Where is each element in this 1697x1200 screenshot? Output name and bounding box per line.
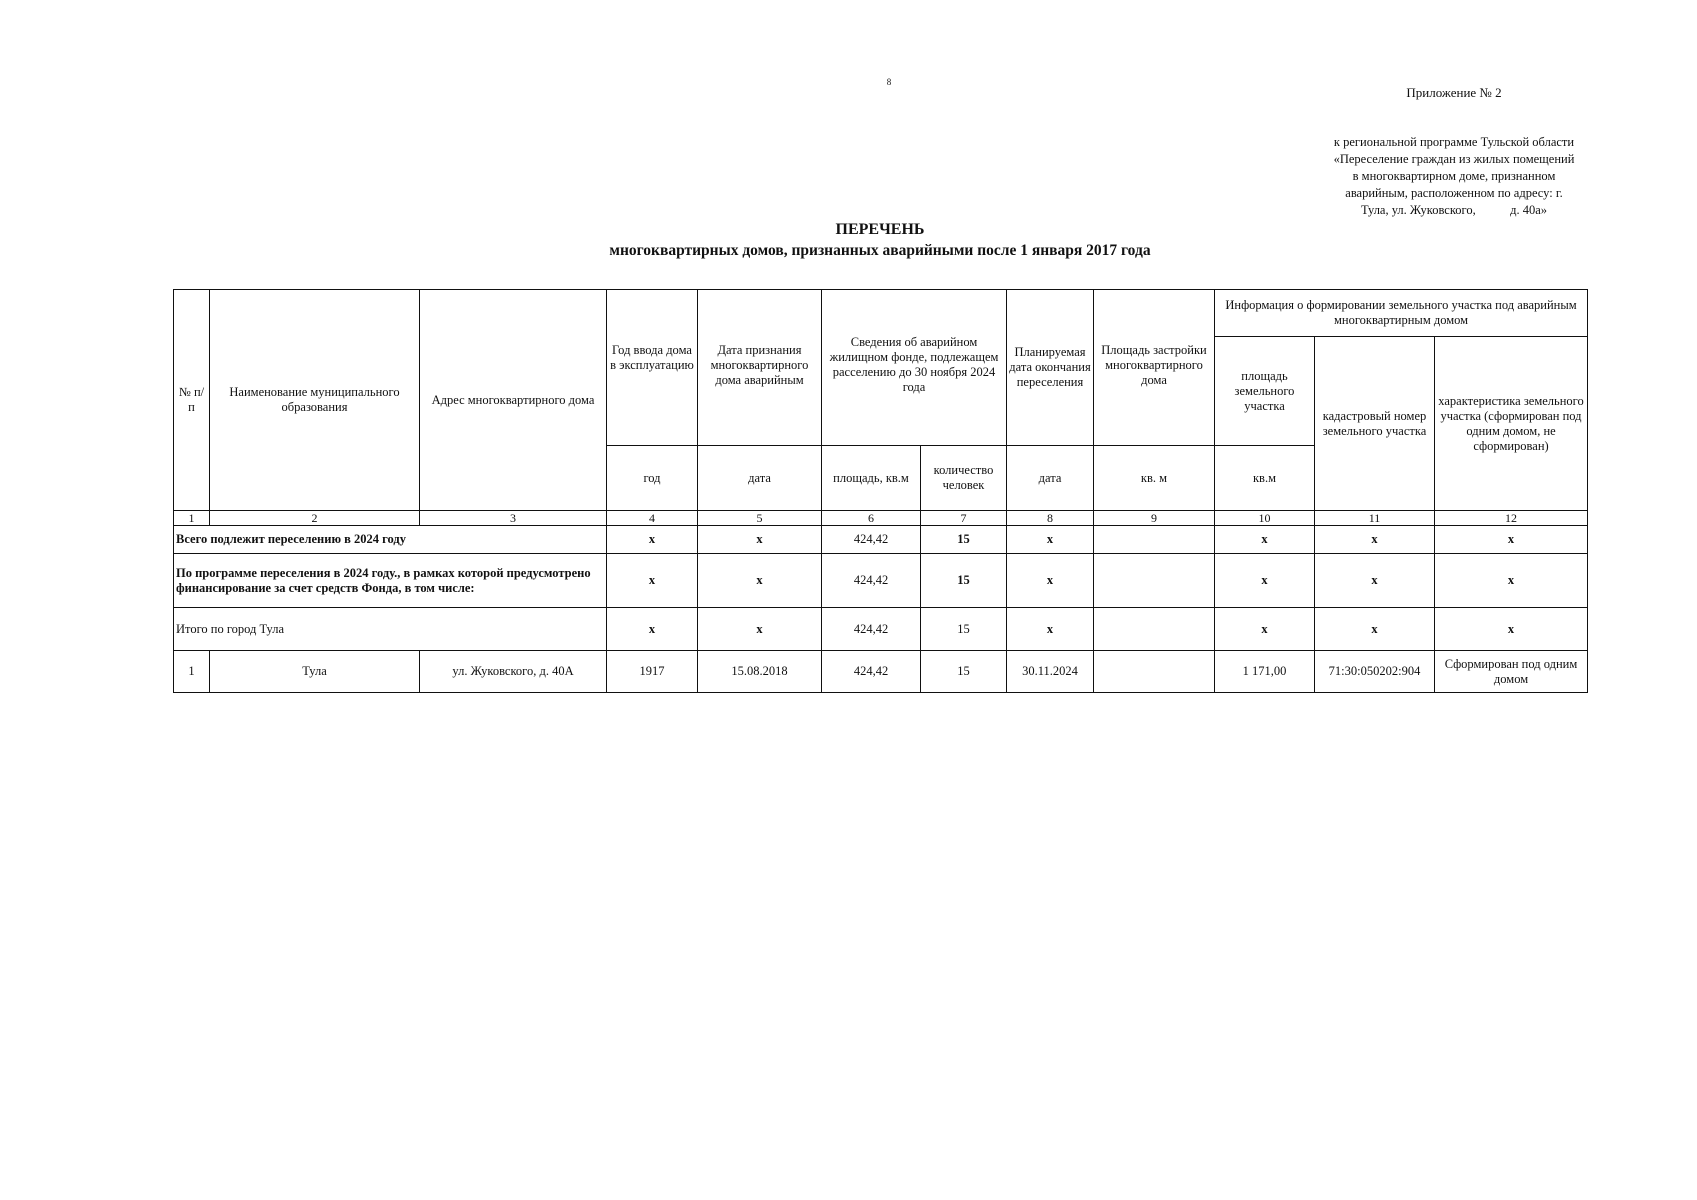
- city-total-date: х: [698, 608, 822, 651]
- document-title: ПЕРЕЧЕНЬ: [835, 221, 925, 238]
- appendix-line: к региональной программе Тульской области: [1333, 135, 1575, 149]
- column-number: 5: [698, 511, 822, 526]
- total-row: [174, 526, 1588, 554]
- header-emergency-fund: Сведения об аварийном жилищном фонде, подлежащем расселению до 30 ноября 2024 года: [822, 290, 1007, 446]
- total-built-area: [1094, 526, 1215, 554]
- column-number: 4: [607, 511, 698, 526]
- program-year: х: [607, 554, 698, 608]
- program-planned: х: [1007, 554, 1094, 608]
- header-planned-date: Планируемая дата окончания переселения: [1007, 290, 1094, 446]
- program-area: 424,42: [822, 554, 921, 608]
- total-date: х: [698, 526, 822, 554]
- column-number: 3: [420, 511, 607, 526]
- unit-year: год: [607, 446, 698, 511]
- city-total-planned: х: [1007, 608, 1094, 651]
- column-number: 10: [1215, 511, 1315, 526]
- program-row: [174, 554, 1588, 608]
- city-total-land-area: х: [1215, 608, 1315, 651]
- appendix-line: «Переселение граждан из жилых помещений: [1333, 152, 1575, 166]
- row-area: 424,42: [822, 651, 921, 693]
- total-year: х: [607, 526, 698, 554]
- city-total-year: х: [607, 608, 698, 651]
- total-planned: х: [1007, 526, 1094, 554]
- unit-planned-date: дата: [1007, 446, 1094, 511]
- appendix-text: [1300, 134, 1608, 219]
- column-number: 2: [210, 511, 420, 526]
- document-subtitle: многоквартирных домов, признанных аварийными после 1 января 2017 года: [609, 242, 1151, 259]
- unit-date: дата: [698, 446, 822, 511]
- column-number: 9: [1094, 511, 1215, 526]
- program-label: По программе переселения в 2024 году., в рамках которой предусмотрено финансирование за счет средств Фонда, в том числе:: [174, 554, 607, 608]
- header-year-built: Год ввода дома в эксплуатацию: [607, 290, 698, 446]
- page-number: 8: [886, 77, 892, 87]
- program-cadastral: х: [1315, 554, 1435, 608]
- column-numbers-row: [174, 511, 1588, 526]
- row-built-area: [1094, 651, 1215, 693]
- table-row: [174, 651, 1588, 693]
- header-row: [174, 290, 1588, 337]
- appendix-line: Тула, ул. Жуковского, д. 40а»: [1360, 203, 1547, 217]
- unit-land-area: кв.м: [1215, 446, 1315, 511]
- column-number: 6: [822, 511, 921, 526]
- city-total-cadastral: х: [1315, 608, 1435, 651]
- city-total-people: 15: [921, 608, 1007, 651]
- program-people: 15: [921, 554, 1007, 608]
- total-label: Всего подлежит переселению в 2024 году: [174, 526, 607, 554]
- column-number: 1: [174, 511, 210, 526]
- program-land-area: х: [1215, 554, 1315, 608]
- program-characteristic: х: [1435, 554, 1588, 608]
- column-number: 12: [1435, 511, 1588, 526]
- row-date: 15.08.2018: [698, 651, 822, 693]
- column-number: 8: [1007, 511, 1094, 526]
- header-land-info: Информация о формировании земельного участка под аварийным многоквартирным домом: [1215, 290, 1588, 337]
- program-date: х: [698, 554, 822, 608]
- header-num: № п/п: [174, 290, 210, 511]
- header-built-area: Площадь застройки многоквартирного дома: [1094, 290, 1215, 446]
- row-num: 1: [174, 651, 210, 693]
- column-number: 7: [921, 511, 1007, 526]
- header-municipality: Наименование муниципального образования: [210, 290, 420, 511]
- row-cadastral: 71:30:050202:904: [1315, 651, 1435, 693]
- appendix-line: аварийным, расположенном по адресу: г.: [1345, 186, 1563, 200]
- housing-register-table: [173, 289, 1588, 693]
- city-total-area: 424,42: [822, 608, 921, 651]
- row-planned: 30.11.2024: [1007, 651, 1094, 693]
- row-year: 1917: [607, 651, 698, 693]
- total-characteristic: х: [1435, 526, 1588, 554]
- city-total-built-area: [1094, 608, 1215, 651]
- header-recognition-date: Дата признания многоквартирного дома аварийным: [698, 290, 822, 446]
- row-address: ул. Жуковского, д. 40А: [420, 651, 607, 693]
- total-people: 15: [921, 526, 1007, 554]
- city-total-row: [174, 608, 1588, 651]
- total-cadastral: х: [1315, 526, 1435, 554]
- column-number: 11: [1315, 511, 1435, 526]
- header-land-characteristic: характеристика земельного участка (сформирован под одним домом, не сформирован): [1435, 337, 1588, 511]
- program-built-area: [1094, 554, 1215, 608]
- unit-built-area: кв. м: [1094, 446, 1215, 511]
- total-area: 424,42: [822, 526, 921, 554]
- total-land-area: х: [1215, 526, 1315, 554]
- header-address: Адрес многоквартирного дома: [420, 290, 607, 511]
- unit-area: площадь, кв.м: [822, 446, 921, 511]
- appendix-line: в многоквартирном доме, признанном: [1352, 169, 1556, 183]
- appendix-title: Приложение № 2: [1406, 85, 1502, 100]
- city-total-label: Итого по город Тула: [174, 608, 607, 651]
- row-people: 15: [921, 651, 1007, 693]
- row-municipality: Тула: [210, 651, 420, 693]
- city-total-characteristic: х: [1435, 608, 1588, 651]
- row-characteristic: Сформирован под одним домом: [1435, 651, 1588, 693]
- unit-people: количество человек: [921, 446, 1007, 511]
- header-land-area: площадь земельного участка: [1215, 337, 1315, 446]
- row-land-area: 1 171,00: [1215, 651, 1315, 693]
- header-cadastral: кадастровый номер земельного участка: [1315, 337, 1435, 511]
